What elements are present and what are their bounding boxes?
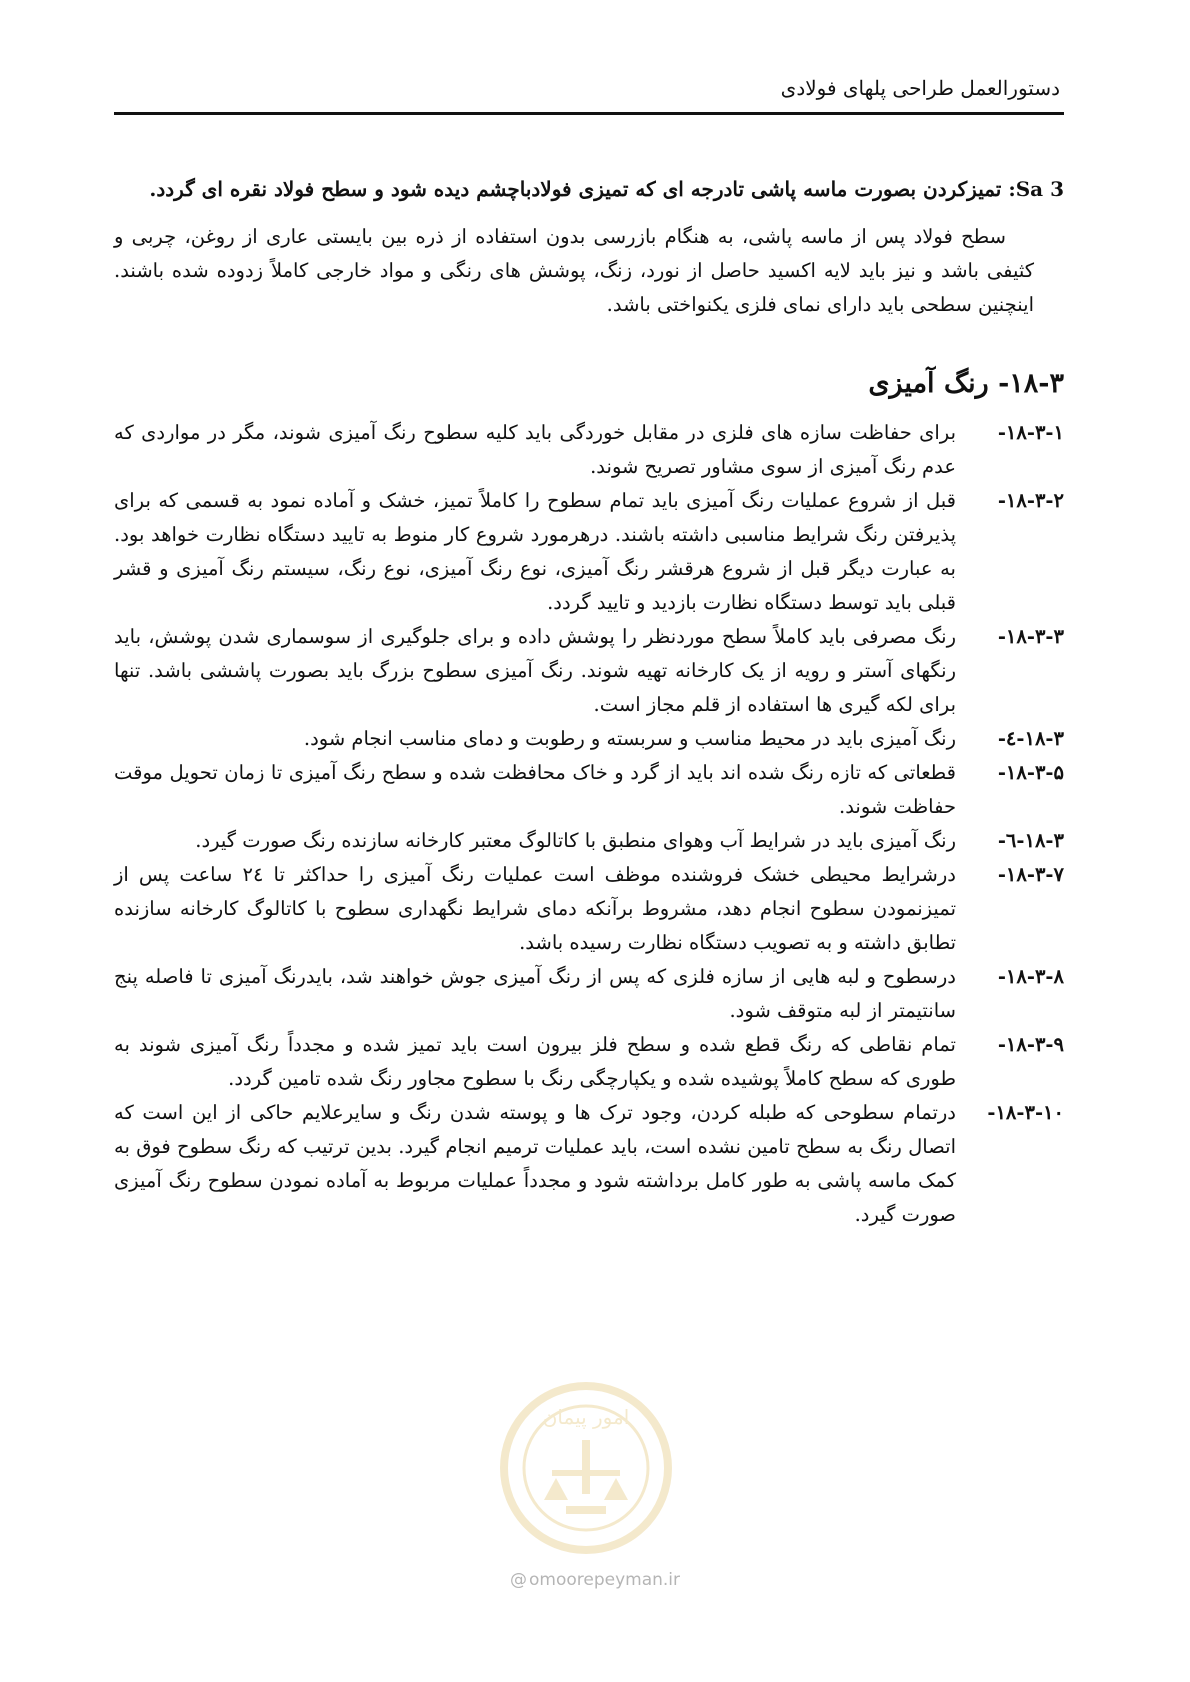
footer-website	[510, 1570, 680, 1590]
list-item	[114, 756, 1064, 824]
footer-site-text: omoorepeyman.ir	[529, 1570, 681, 1590]
list-item	[114, 1028, 1064, 1096]
section-heading: ۱۸-۳- رنگ آمیزی	[868, 368, 1064, 399]
item-number: ۱۸-۳-۷-	[997, 863, 1064, 886]
item-number: ۱۸-۳-۱-	[997, 421, 1064, 444]
item-number: ۱۸-۳-۹-	[997, 1033, 1064, 1056]
item-number: ۱۸-۳-٤-	[997, 727, 1064, 750]
item-text: قطعاتی که تازه رنگ شده اند باید از گرد و خاک محافظت شده و سطح رنگ آمیزی تا زمان تحویل موقت حفاظت شوند.	[114, 761, 956, 818]
page-content	[114, 172, 1064, 1232]
list-item	[114, 722, 1064, 756]
item-text: قبل از شروع عملیات رنگ آمیزی باید تمام سطوح را کاملاً تمیز، خشک و آماده نمود به قسمی که برای پذیرفتن رنگ شرایط مناسبی داشته باشند. درهرمورد شروع کار منوط به تایید دستگاه نظارت خواهد بود. به عبارت دیگر قبل از شروع هرقشر رنگ آمیزی، نوع رنگ آمیزی، نوع رنگ، سیستم رنگ آمیزی و قشر قبلی باید توسط دستگاه نظارت بازدید و تایید گردد.	[114, 489, 956, 614]
running-header-title: دستورالعمل طراحی پلهای فولادی	[780, 76, 1060, 100]
header-rule	[114, 112, 1064, 115]
list-item	[114, 620, 1064, 722]
item-text: برای حفاظت سازه های فلزی در مقابل خوردگی باید کلیه سطوح رنگ آمیزی شوند، مگر در مواردی که عدم رنگ آمیزی از سوی مشاور تصریح شوند.	[114, 421, 956, 478]
item-number: ۱۸-۳-۳-	[997, 625, 1064, 648]
item-text: رنگ آمیزی باید در محیط مناسب و سربسته و رطوبت و دمای مناسب انجام شود.	[303, 727, 956, 750]
item-number: ۱۸-۳-۸-	[997, 965, 1064, 988]
list-item	[114, 858, 1064, 960]
item-text: تمام نقاطی که رنگ قطع شده و سطح فلز بیرون است باید تمیز شده و مجدداً رنگ آمیزی شوند به طوری که سطح کاملاً پوشیده شده و یکپارچگی رنگ با سطوح مجاور رنگ شده تامین گردد.	[114, 1033, 956, 1090]
intro-paragraph: سطح فولاد پس از ماسه پاشی، به هنگام بازرسی بدون استفاده از ذره بین بایستی عاری از روغن، چربی و کثیفی باشد و نیز باید لایه اکسید حاصل از نورد، زنگ، پوشش های رنگی و مواد خارجی کاملاً زدوده شده باشند. اینچنین سطحی باید دارای نمای فلزی یکنواختی باشد.	[114, 225, 1034, 316]
watermark-logo	[496, 1378, 676, 1558]
item-text: رنگ آمیزی باید در شرایط آب وهوای منطبق با کاتالوگ معتبر کارخانه سازنده رنگ صورت گیرد.	[195, 829, 956, 852]
item-text: رنگ مصرفی باید کاملاً سطح موردنظر را پوشش داده و برای جلوگیری از سوسماری شدن پوشش، باید رنگهای آستر و رویه از یک کارخانه تهیه شوند. رنگ آمیزی سطوح بزرگ باید بصورت پاششی باشد. تنها برای لکه گیری ها استفاده از قلم مجاز است.	[114, 625, 956, 716]
item-number: ۱۸-۳-۱۰-	[987, 1101, 1064, 1124]
list-item	[114, 824, 1064, 858]
list-item	[114, 484, 1064, 620]
item-text: درتمام سطوحی که طبله کردن، وجود ترک ها و پوسته شدن رنگ و سایرعلایم حاکی از این است که اتصال رنگ به سطح تامین نشده است، باید عملیات ترمیم انجام گیرد. بدین ترتیب که رنگ سطوح فوق به کمک ماسه پاشی به طور کامل برداشته شود و مجدداً عملیات مربوط به آماده نمودن سطوح رنگ آمیزی صورت گیرد.	[114, 1101, 956, 1226]
sa3-code: Sa 3	[1015, 177, 1064, 201]
watermark-text: امور پیمان	[542, 1405, 630, 1429]
item-number: ۱۸-۳-٦-	[997, 829, 1064, 852]
item-text: درسطوح و لبه هایی از سازه فلزی که پس از رنگ آمیزی جوش خواهند شد، بایدرنگ آمیزی تا فاصله پنج سانتیمتر از لبه متوقف شود.	[114, 965, 956, 1022]
item-text: درشرایط محیطی خشک فروشنده موظف است عملیات رنگ آمیزی را حداکثر تا ٢٤ ساعت پس از تمیزنمودن سطوح انجام دهد، مشروط برآنکه دمای شرایط نگهداری سطوح با کاتالوگ کارخانه سازنده تطابق داشته و به تصویب دستگاه نظارت رسیده باشد.	[114, 863, 956, 954]
item-number: ۱۸-۳-۲-	[997, 489, 1064, 512]
sa3-definition	[114, 172, 1064, 206]
list-item	[114, 960, 1064, 1028]
sa3-text: : تمیزکردن بصورت ماسه پاشی تادرجه ای که تمیزی فولادباچشم دیده شود و سطح فولاد نقره ای گردد.	[149, 177, 1016, 201]
at-icon: @	[510, 1570, 527, 1590]
list-item	[114, 416, 1064, 484]
list-item	[114, 1096, 1064, 1232]
item-number: ۱۸-۳-۵-	[997, 761, 1064, 784]
